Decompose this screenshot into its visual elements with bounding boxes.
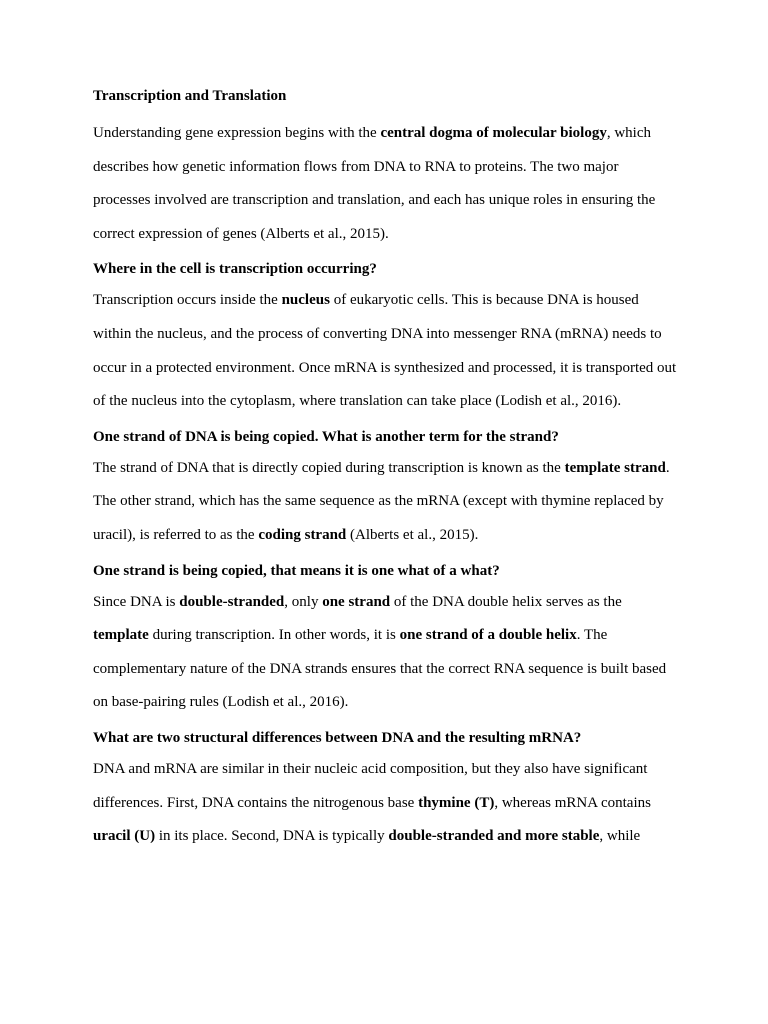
text-run: , while [599, 828, 641, 845]
answer-paragraph [93, 586, 678, 720]
text-run: during transcription. In other words, it is [148, 627, 400, 644]
text-run: Understanding gene expression begins with the [93, 125, 381, 141]
bold-term: template strand [564, 459, 666, 476]
question-heading: One strand of DNA is being copied. What is another term for the strand? [93, 428, 559, 445]
bold-term: uracil (U) [93, 828, 156, 845]
bold-term: thymine (T) [418, 794, 495, 811]
text-run: , only [284, 593, 323, 610]
bold-term: one strand of a double helix [399, 627, 577, 644]
document-title: Transcription and Translation [93, 88, 287, 104]
answer-paragraph [93, 753, 678, 854]
bold-term: double-stranded and more stable [388, 828, 600, 845]
text-run: Since DNA is [93, 593, 180, 610]
bold-term: one strand [322, 593, 391, 610]
bold-term: double-stranded [179, 593, 285, 610]
text-run: Transcription occurs inside the [93, 292, 282, 309]
question-heading: What are two structural differences between DNA and the resulting mRNA? [93, 729, 582, 746]
text-run: , whereas mRNA contains [494, 794, 651, 811]
text-run: DNA and mRNA are similar in their nucleic acid composition, but they also have significant differences. First, DNA contains the nitrogenous base [93, 760, 648, 811]
question-heading: Where in the cell is transcription occurring? [93, 261, 377, 278]
text-run: . The complementary nature of the DNA strands ensures that the correct RNA sequence is built based on base-pairing rules (Lodish et al., 2016). [93, 627, 667, 711]
bold-term: template [93, 627, 149, 644]
bold-term: coding strand [258, 526, 347, 543]
question-heading: One strand is being copied, that means it is one what of a what? [93, 562, 500, 579]
answer-paragraph [93, 452, 678, 553]
text-run: . The other strand, which has the same sequence as the mRNA (except with thymine replaced by uracil), is referred to as the [93, 459, 670, 543]
text-run: (Alberts et al., 2015). [346, 526, 479, 543]
answer-paragraph [93, 284, 678, 418]
bold-term: central dogma of molecular biology [380, 125, 607, 141]
text-run: of the DNA double helix serves as the [390, 593, 622, 610]
text-run: of eukaryotic cells. This is because DNA is housed within the nucleus, and the process of converting DNA into messenger RNA (mRNA) needs to occur in a protected environment. Once mRNA is synthesized and processed, it is transported out of the nucleus into the cytoplasm, where translation can take place (Lodish et al., 2016). [93, 292, 677, 410]
text-run: in its place. Second, DNA is typically [155, 828, 389, 845]
text-run: , which describes how genetic information flows from DNA to RNA to proteins. The two major processes involved are transcription and translation, and each has unique roles in ensuring the correct expression of genes (Alberts et al., 2015). [93, 125, 656, 242]
intro-paragraph [93, 117, 678, 251]
bold-term: nucleus [281, 292, 330, 309]
text-run: The strand of DNA that is directly copied during transcription is known as the [93, 459, 565, 476]
